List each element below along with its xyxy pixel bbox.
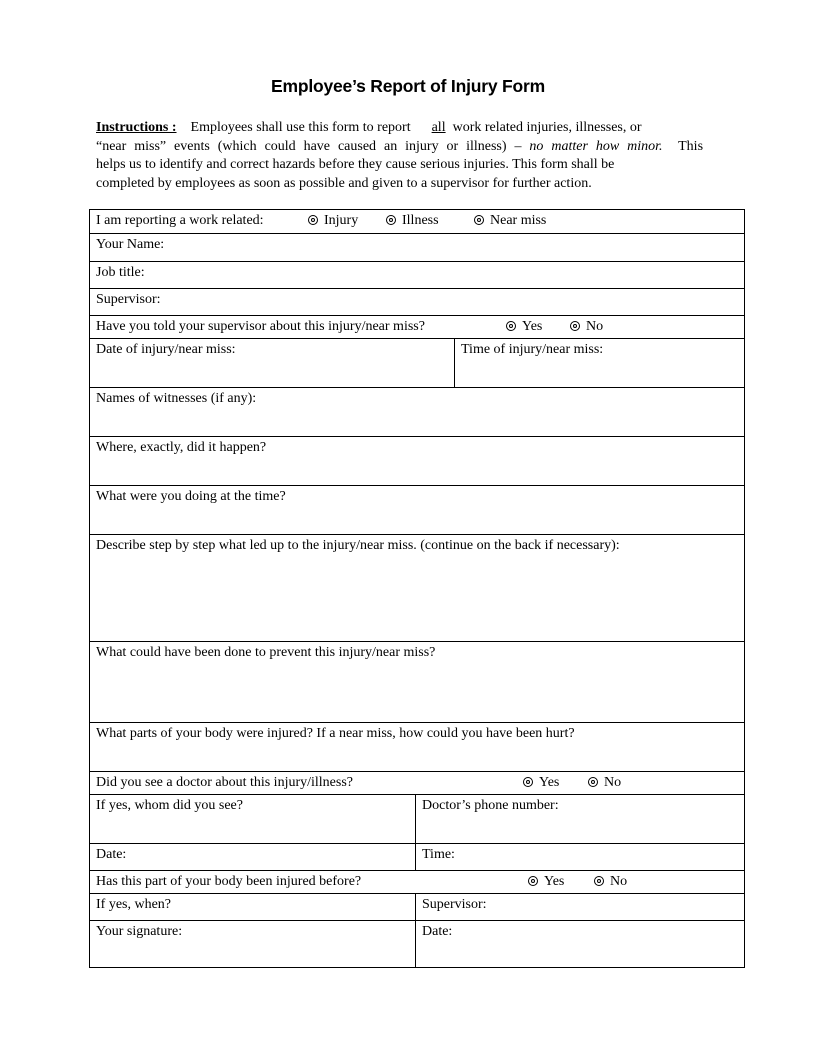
option-injury[interactable] — [308, 213, 358, 229]
field-label: Your signature: — [96, 924, 183, 939]
when-supervisor-row — [90, 893, 744, 920]
field-label: Describe step by step what led up to the injury/near miss. (continue on the back if necessary): — [96, 538, 620, 553]
reporting-type-row — [90, 210, 744, 233]
field-label: Job title: — [96, 265, 145, 280]
field-label: Supervisor: — [422, 897, 487, 912]
doctor-row — [90, 794, 744, 843]
radio-circle-icon — [506, 321, 516, 331]
question-label: Did you see a doctor about this injury/illness? — [96, 775, 354, 790]
form-title: Employee’s Report of Injury Form — [271, 76, 545, 96]
instructions — [96, 119, 703, 193]
injured-before-row — [90, 870, 744, 893]
time-of-injury-field[interactable] — [454, 339, 744, 387]
radio-circle-icon — [588, 777, 598, 787]
witnesses-field[interactable] — [90, 388, 744, 436]
whom-field[interactable] — [90, 795, 415, 843]
field-label: What parts of your body were injured? If a near miss, how could you have been hurt? — [96, 726, 575, 741]
see-doctor-question — [90, 772, 744, 794]
date-time-row — [90, 338, 744, 387]
field-label: What could have been done to prevent this injury/near miss? — [96, 645, 436, 660]
radio-circle-icon — [474, 215, 484, 225]
visit-time-field[interactable] — [415, 844, 744, 870]
visit-date-time-row — [90, 843, 744, 870]
instructions-text: Employees shall use this form to report — [190, 120, 411, 135]
field-label: What were you doing at the time? — [96, 489, 286, 504]
field-label: If yes, whom did you see? — [96, 798, 243, 813]
field-label: Time of injury/near miss: — [461, 342, 604, 357]
told-supervisor-row — [90, 315, 744, 338]
instructions-text: work related injuries, illnesses, or — [452, 120, 642, 135]
job-title-row[interactable] — [90, 261, 744, 288]
instructions-emphasis: no matter how minor. — [529, 138, 663, 154]
body-parts-row[interactable] — [90, 722, 744, 771]
signature-date-field[interactable] — [415, 921, 744, 967]
supervisor-field[interactable] — [90, 289, 744, 315]
told-supervisor-question — [90, 316, 744, 338]
option-near-miss[interactable] — [474, 213, 546, 229]
radio-circle-icon — [570, 321, 580, 331]
your-name-field[interactable] — [90, 234, 744, 261]
field-label: Where, exactly, did it happen? — [96, 440, 267, 455]
question-label: Has this part of your body been injured before? — [96, 874, 362, 889]
where-row[interactable] — [90, 436, 744, 485]
option-label: Yes — [544, 874, 565, 889]
radio-circle-icon — [528, 876, 538, 886]
field-label: Supervisor: — [96, 292, 161, 307]
told-supervisor-no[interactable] — [570, 319, 603, 335]
doing-row[interactable] — [90, 485, 744, 534]
signature-row — [90, 920, 744, 967]
job-title-field[interactable] — [90, 262, 744, 288]
radio-circle-icon — [308, 215, 318, 225]
visit-date-field[interactable] — [90, 844, 415, 870]
option-label: No — [610, 874, 628, 889]
option-label: Injury — [324, 213, 359, 228]
supervisor-2-field[interactable] — [415, 894, 744, 920]
radio-circle-icon — [594, 876, 604, 886]
instructions-text: “near miss” events (which could have caused an injury or illness) – — [96, 138, 522, 154]
witnesses-row[interactable] — [90, 387, 744, 436]
body-parts-field[interactable] — [90, 723, 744, 771]
instructions-line-2 — [96, 138, 703, 157]
field-label: Time: — [422, 847, 455, 862]
instructions-text: This — [678, 138, 704, 154]
prevent-row[interactable] — [90, 641, 744, 722]
injured-before-question — [90, 871, 744, 893]
see-doctor-no[interactable] — [588, 775, 621, 791]
reporting-type-label: I am reporting a work related: — [96, 213, 264, 228]
radio-circle-icon — [386, 215, 396, 225]
if-yes-when-field[interactable] — [90, 894, 415, 920]
field-label: Date: — [422, 924, 453, 939]
option-label: Illness — [402, 213, 439, 228]
see-doctor-yes[interactable] — [523, 775, 559, 791]
your-name-row[interactable] — [90, 233, 744, 261]
supervisor-row[interactable] — [90, 288, 744, 315]
option-illness[interactable] — [386, 213, 439, 229]
injured-before-no[interactable] — [594, 874, 627, 890]
injured-before-yes[interactable] — [528, 874, 564, 890]
describe-row[interactable] — [90, 534, 744, 641]
instructions-line-3: helps us to identify and correct hazards before they cause serious injuries. This form shall be — [96, 157, 615, 172]
doing-field[interactable] — [90, 486, 744, 534]
field-label: If yes, when? — [96, 897, 172, 912]
told-supervisor-yes[interactable] — [506, 319, 542, 335]
option-label: No — [604, 775, 622, 790]
instructions-label: Instructions : — [96, 120, 177, 135]
option-label: Near miss — [490, 213, 547, 228]
signature-field[interactable] — [90, 921, 415, 967]
instructions-all: all — [431, 120, 446, 135]
injury-report-form — [89, 209, 745, 968]
field-label: Date of injury/near miss: — [96, 342, 236, 357]
field-label: Names of witnesses (if any): — [96, 391, 257, 406]
where-field[interactable] — [90, 437, 744, 485]
prevent-field[interactable] — [90, 642, 744, 722]
option-label: Yes — [522, 319, 543, 334]
describe-field[interactable] — [90, 535, 744, 641]
field-label: Date: — [96, 847, 127, 862]
option-label: Yes — [539, 775, 560, 790]
option-label: No — [586, 319, 604, 334]
instructions-line-1 — [96, 119, 703, 138]
instructions-line-4: completed by employees as soon as possible and given to a supervisor for further action. — [96, 175, 592, 191]
doctor-phone-field[interactable] — [415, 795, 744, 843]
see-doctor-row — [90, 771, 744, 794]
radio-circle-icon — [523, 777, 533, 787]
field-label: Your Name: — [96, 237, 165, 252]
question-label: Have you told your supervisor about this injury/near miss? — [96, 319, 425, 334]
field-label: Doctor’s phone number: — [422, 798, 559, 813]
date-of-injury-field[interactable] — [90, 339, 454, 387]
